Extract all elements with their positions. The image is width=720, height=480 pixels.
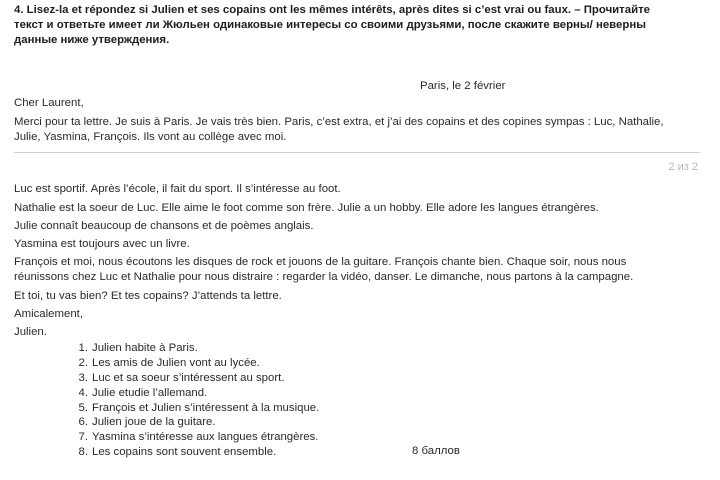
letter-body-line-6: réunissons chez Luc et Nathalie pour nous distraire : regarder la vidéo, danser. Le dimanche, nous partons à la campagne. bbox=[14, 271, 634, 283]
letter-place-date: Paris, le 2 février bbox=[420, 80, 506, 92]
letter-body-line-5: François et moi, nous écoutons les disques de rock et jouons de la guitare. François chante bien. Chaque soir, nous nous bbox=[14, 256, 627, 268]
letter-intro-line-2: Julie, Yasmina, François. Ils vont au collège avec moi. bbox=[14, 131, 287, 143]
letter-body-line-2: Nathalie est la soeur de Luc. Elle aime le foot comme son frère. Julie a un hobby. Elle adore les langues étrangères. bbox=[14, 202, 599, 214]
statement-item: 8. Les copains sont souvent ensemble. bbox=[78, 446, 277, 459]
letter-body-line-1: Luc est sportif. Après l’école, il fait du sport. Il s’intéresse au foot. bbox=[14, 183, 341, 195]
statement-item: 1. Julien habite à Paris. bbox=[78, 342, 198, 354]
statement-item: 3. Luc et sa soeur s’intéressent au sport. bbox=[78, 371, 285, 384]
letter-intro-line-1: Merci pour ta lettre. Je suis à Paris. Je vais très bien. Paris, c’est extra, et j’ai des copains et des copines sympas : Luc, Nathalie, bbox=[14, 116, 664, 128]
letter-body-line-3: Julie connaît beaucoup de chansons et de poèmes anglais. bbox=[14, 220, 314, 232]
letter-signature: Julien. bbox=[14, 326, 47, 338]
letter-body-line-4: Yasmina est toujours avec un livre. bbox=[14, 238, 190, 250]
statement-item: 5. François et Julien s’intéressent à la musique. bbox=[78, 401, 320, 414]
statement-item: 7. Yasmina s’intéresse aux langues étrangères. bbox=[78, 431, 319, 444]
statement-item: 6. Julien joue de la guitare. bbox=[78, 416, 216, 429]
points-label: 8 баллов bbox=[412, 445, 460, 457]
task-heading-line-2: текст и ответьте имеет ли Жюльен одинаковые интересы со своими друзьями, после скажите верны/ неверны bbox=[14, 19, 646, 31]
statement-item: 4. Julie etudie l’allemand. bbox=[78, 386, 208, 399]
letter-greeting: Cher Laurent, bbox=[14, 97, 84, 109]
page-divider bbox=[14, 152, 700, 153]
statement-item: 2. Les amis de Julien vont au lycée. bbox=[78, 356, 260, 369]
letter-signoff: Amicalement, bbox=[14, 308, 84, 320]
letter-body-line-7: Et toi, tu vas bien? Et tes copains? J’attends ta lettre. bbox=[14, 290, 282, 302]
statements-list bbox=[62, 341, 319, 460]
page-counter: 2 из 2 bbox=[668, 161, 698, 173]
task-heading-line-3: данные ниже утверждения. bbox=[14, 34, 170, 46]
task-heading-line-1: 4. Lisez-la et répondez si Julien et ses copains ont les mêmes intérêts, après dites si c’est vrai ou faux. – Прочитайте bbox=[14, 4, 651, 16]
